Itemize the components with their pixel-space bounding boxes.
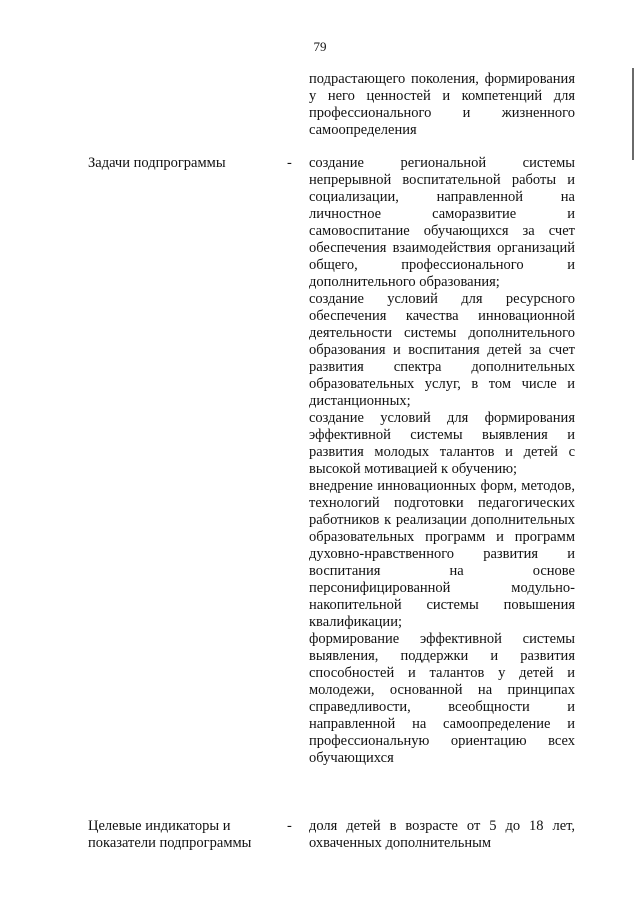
indicator-paragraph: доля детей в возрасте от 5 до 18 лет, охваченных дополнительным [309, 818, 575, 851]
section-content-tasks [309, 155, 575, 767]
task-paragraph: создание региональной системы непрерывной воспитательной работы и социализации, направленной на личностное саморазвитие и самовоспитание обучающихся за счет обеспечения взаимодействия организаций общего, профессионального и дополнительного образования; [309, 155, 575, 290]
task-paragraph: создание условий для ресурсного обеспечения качества инновационной деятельности системы дополнительного образования и воспитания детей за счет развития спектра дополнительных образовательных услуг, в том числе и дистанционных; [309, 291, 575, 409]
scan-edge-mark [632, 68, 634, 160]
section-label-indicators: Целевые индикаторы и показатели подпрограммы [88, 818, 252, 851]
intro-paragraph: подрастающего поколения, формирования у него ценностей и компетенций для профессионального и жизненного самоопределения [309, 71, 575, 138]
page-number: 79 [313, 39, 327, 54]
section-label-tasks: Задачи подпрограммы [88, 155, 226, 171]
section-dash-tasks: - [287, 155, 292, 171]
task-paragraph: создание условий для формирования эффективной системы выявления и развития молодых талантов и детей с высокой мотивацией к обучению; [309, 410, 575, 477]
section-dash-indicators: - [287, 818, 292, 834]
section-content-indicators [309, 818, 575, 852]
intro-text [309, 71, 575, 139]
task-paragraph: внедрение инновационных форм, методов, технологий подготовки педагогических работников к реализации дополнительных образовательных программ и программ духовно-нравственного развития и воспитания на основе персонифицированной модульно-накопительной системы повышения квалификации; [309, 478, 575, 630]
task-paragraph: формирование эффективной системы выявления, поддержки и развития способностей и талантов у детей и молодежи, основанной на принципах справедливости, всеобщности и направленной на самоопределение и профессиональную ориентацию всех обучающихся [309, 631, 575, 766]
